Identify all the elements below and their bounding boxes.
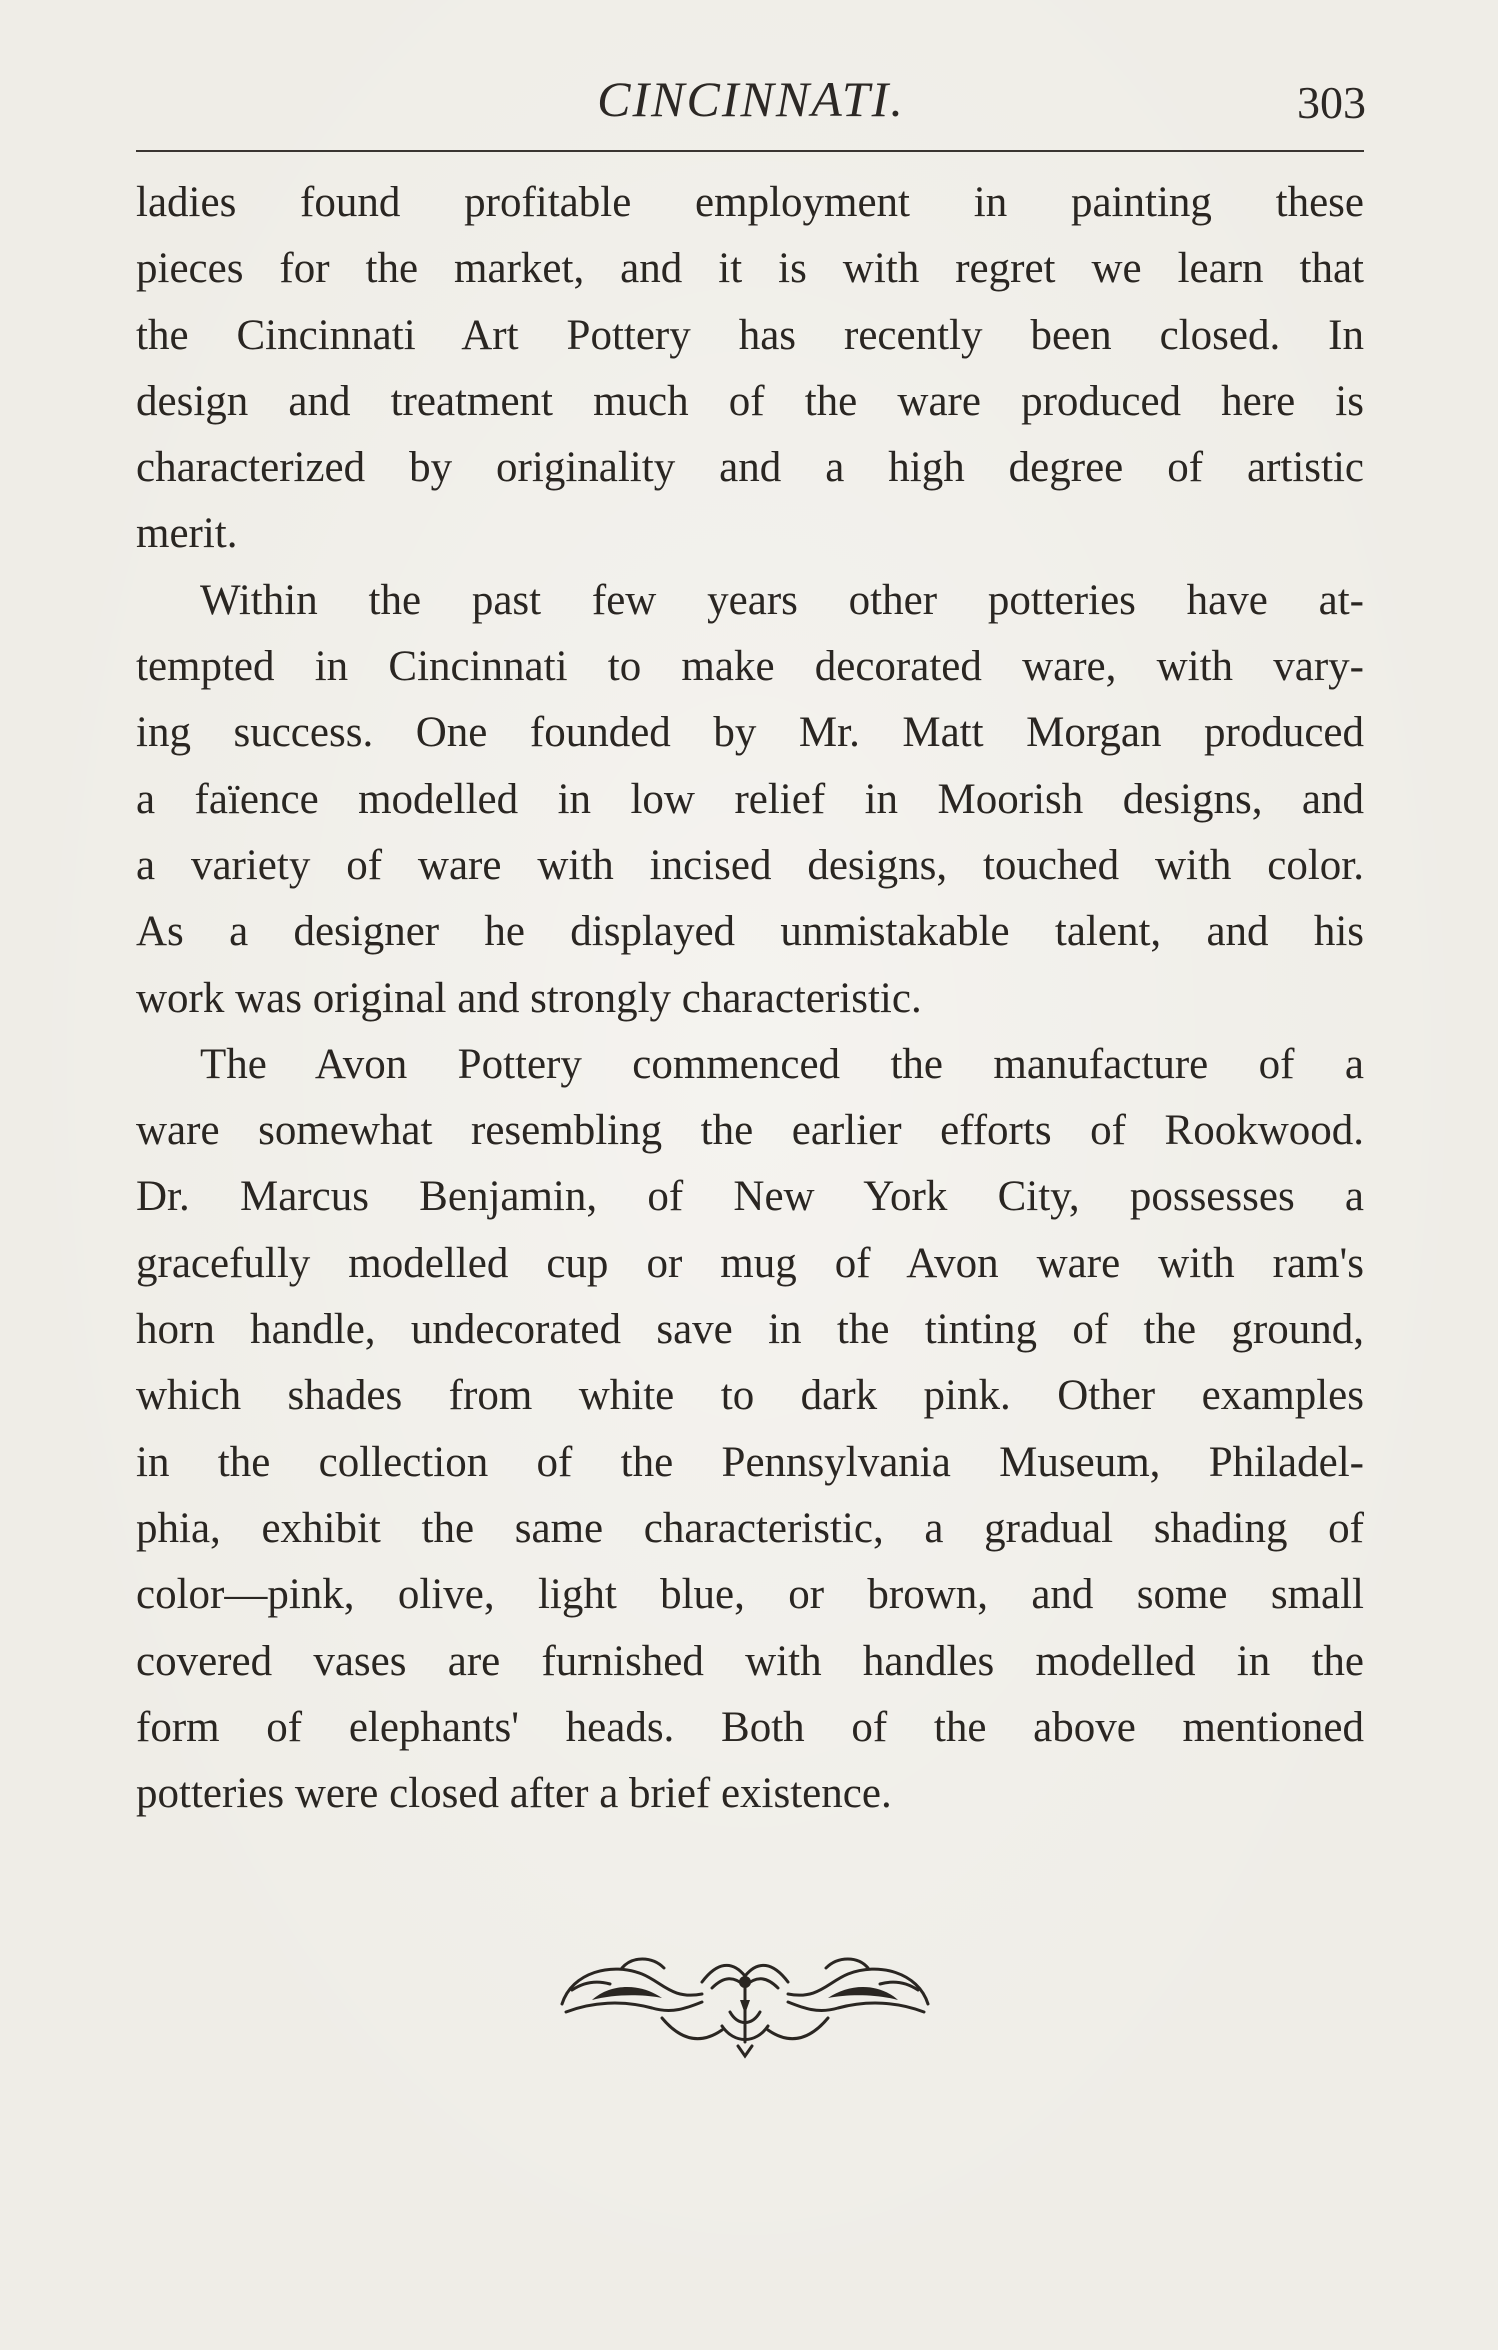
text-line: gracefully modelled cup or mug of Avon ware with ram's — [136, 1239, 1364, 1287]
text-line: characterized by originality and a high degree of artistic — [136, 444, 1364, 492]
text-line: color—pink, olive, light blue, or brown, and some small — [136, 1571, 1364, 1619]
text-line: horn handle, undecorated save in the tinting of the ground, — [136, 1306, 1364, 1354]
text-line: a variety of ware with incised designs, touched with color. — [136, 841, 1364, 889]
tailpiece-ornament-icon — [552, 1942, 938, 2060]
text-line: merit. — [136, 510, 238, 558]
text-line: design and treatment much of the ware produced here is — [136, 377, 1364, 425]
text-line: which shades from white to dark pink. Other examples — [136, 1372, 1364, 1420]
text-line: Dr. Marcus Benjamin, of New York City, possesses a — [136, 1173, 1364, 1221]
text-line: pieces for the market, and it is with regret we learn that — [136, 245, 1364, 293]
running-head — [136, 60, 1366, 140]
text-line: tempted in Cincinnati to make decorated ware, with vary- — [136, 643, 1364, 691]
text-line: a faïence modelled in low relief in Moorish designs, and — [136, 775, 1364, 823]
text-line: ing success. One founded by Mr. Matt Morgan produced — [136, 709, 1364, 757]
body-text — [136, 170, 1364, 1827]
text-line: work was original and strongly characteristic. — [136, 974, 922, 1022]
text-line: phia, exhibit the same characteristic, a gradual shading of — [136, 1504, 1364, 1552]
text-line: potteries were closed after a brief existence. — [136, 1770, 892, 1818]
text-line: in the collection of the Pennsylvania Museum, Philadel- — [136, 1438, 1364, 1486]
text-line: ware somewhat resembling the earlier efforts of Rookwood. — [136, 1107, 1364, 1155]
text-line: Within the past few years other potteries have at- — [200, 576, 1364, 624]
page-number: 303 — [1297, 77, 1366, 128]
text-line: form of elephants' heads. Both of the above mentioned — [136, 1703, 1364, 1751]
header-rule — [136, 150, 1364, 152]
running-title: CINCINNATI. — [597, 71, 905, 127]
text-line: ladies found profitable employment in painting these — [136, 179, 1364, 226]
text-line: covered vases are furnished with handles modelled in the — [136, 1637, 1364, 1685]
text-line: the Cincinnati Art Pottery has recently been closed. In — [136, 311, 1364, 359]
text-line: As a designer he displayed unmistakable talent, and his — [136, 908, 1364, 956]
text-line: The Avon Pottery commenced the manufacture of a — [200, 1040, 1364, 1088]
